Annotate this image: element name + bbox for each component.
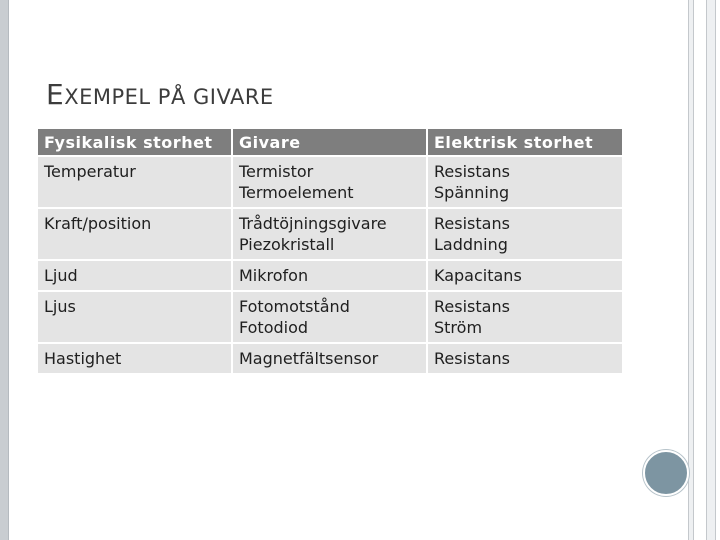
header-sensor: Givare: [233, 129, 426, 155]
electrical-line: Spänning: [434, 183, 510, 202]
cell-quantity: Hastighet: [38, 344, 231, 373]
table-row: [38, 292, 622, 342]
cell-electrical: [428, 157, 622, 207]
cell-quantity: Ljus: [38, 292, 231, 342]
decorative-circle-icon: [643, 450, 689, 496]
cell-sensors: [233, 292, 426, 342]
sensor-line: Trådtöjningsgivare: [239, 214, 387, 233]
sensor-table: [36, 127, 624, 375]
sensor-line: Termoelement: [239, 183, 354, 202]
table-row: [38, 209, 622, 259]
cell-quantity: Temperatur: [38, 157, 231, 207]
sensor-line: Mikrofon: [239, 266, 309, 285]
electrical-line: Laddning: [434, 235, 508, 254]
sensor-line: Magnetfältsensor: [239, 349, 379, 368]
cell-electrical: [428, 209, 622, 259]
cell-quantity: Ljud: [38, 261, 231, 290]
sensor-line: Piezokristall: [239, 235, 335, 254]
header-physical-quantity: Fysikalisk storhet: [38, 129, 231, 155]
cell-electrical: [428, 261, 622, 290]
slide-title: [46, 78, 274, 111]
table-header-row: [38, 129, 622, 155]
right-frame-line: [688, 0, 694, 540]
sensor-line: Fotodiod: [239, 318, 309, 337]
cell-sensors: [233, 157, 426, 207]
table-row: [38, 261, 622, 290]
sensor-line: Termistor: [239, 162, 314, 181]
cell-sensors: [233, 261, 426, 290]
header-electrical-quantity: Elektrisk storhet: [428, 129, 622, 155]
left-frame-bar: [0, 0, 9, 540]
cell-electrical: [428, 344, 622, 373]
cell-sensors: [233, 209, 426, 259]
slide-title-rest: XEMPEL PÅ GIVARE: [64, 85, 274, 109]
electrical-line: Resistans: [434, 297, 510, 316]
electrical-line: Kapacitans: [434, 266, 522, 285]
sensor-line: Fotomotstånd: [239, 297, 350, 316]
electrical-line: Resistans: [434, 214, 510, 233]
electrical-line: Resistans: [434, 349, 510, 368]
cell-sensors: [233, 344, 426, 373]
slide-title-initial: E: [46, 78, 65, 111]
right-frame-bar: [706, 0, 716, 540]
electrical-line: Ström: [434, 318, 483, 337]
table-row: [38, 344, 622, 373]
cell-electrical: [428, 292, 622, 342]
table-row: [38, 157, 622, 207]
electrical-line: Resistans: [434, 162, 510, 181]
cell-quantity: Kraft/position: [38, 209, 231, 259]
